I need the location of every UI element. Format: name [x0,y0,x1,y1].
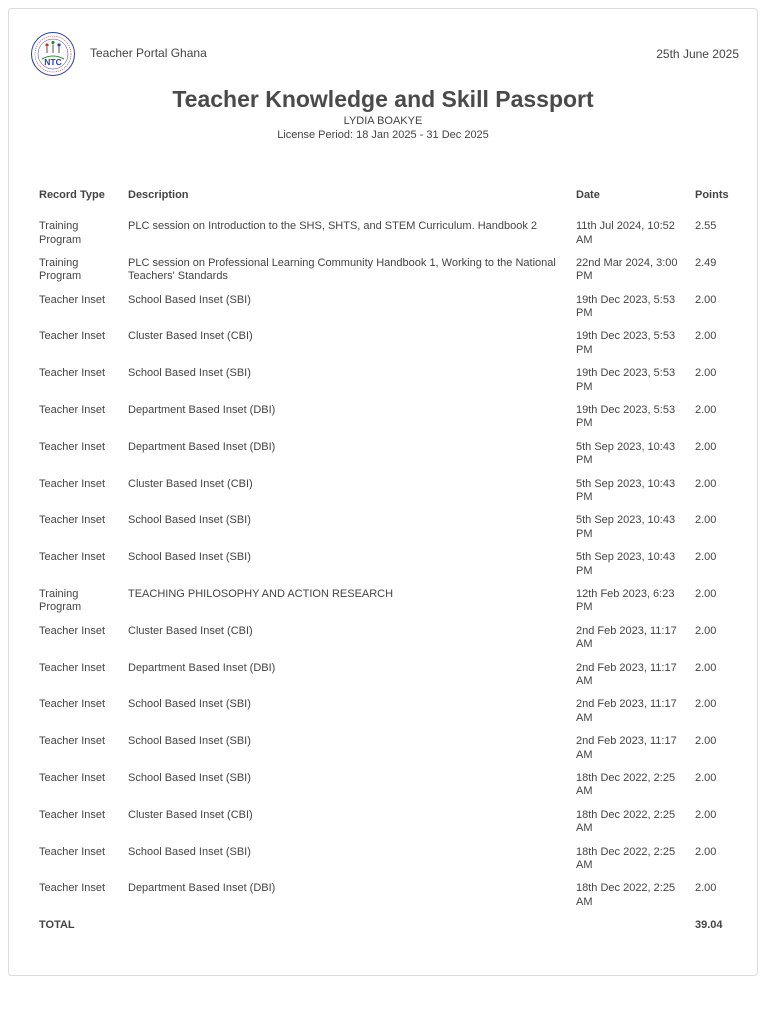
date-cell: 19th Dec 2023, 5:53 PM [576,403,676,430]
table-row [32,402,738,439]
record-type-cell: Teacher Inset [39,698,106,711]
description-cell: School Based Inset (SBI) [128,735,251,748]
record-type-cell: Teacher Inset [39,293,106,306]
points-cell: 2.00 [695,514,717,527]
date-cell: 5th Sep 2023, 10:43 PM [576,440,676,467]
date-cell: 5th Sep 2023, 10:43 PM [576,477,676,504]
description-cell: Department Based Inset (DBI) [128,661,276,674]
description-cell: School Based Inset (SBI) [128,845,251,858]
table-row [32,365,738,402]
total-spacer [121,917,569,947]
date-cell: 5th Sep 2023, 10:43 PM [576,551,676,577]
table-row [32,476,738,513]
column-header-date: Date [576,189,600,202]
date-cell: 2nd Feb 2023, 11:17 AM [576,698,677,724]
table-row [32,807,738,844]
date-cell: 2nd Feb 2023, 11:17 AM [576,661,677,688]
points-cell: 2.00 [695,330,717,343]
record-type-cell: Teacher Inset [39,845,106,858]
points-cell: 2.00 [695,477,717,490]
description-cell: Department Based Inset (DBI) [128,440,276,453]
record-type-cell: Teacher Inset [39,403,106,416]
points-cell: 2.00 [695,403,717,416]
date-cell: 11th Jul 2024, 10:52 AM [576,220,675,246]
points-cell: 2.00 [695,845,717,858]
column-header-description: Description [128,189,189,202]
date-cell: 5th Sep 2023, 10:43 PM [576,514,676,540]
description-cell: School Based Inset (SBI) [128,514,251,527]
points-cell: 2.00 [695,661,717,674]
table-row [32,292,738,329]
ntc-logo [30,31,76,77]
table-row [32,660,738,697]
points-cell: 2.00 [695,293,717,306]
points-cell: 2.00 [695,551,717,564]
table-row [32,439,738,476]
description-cell: School Based Inset (SBI) [128,771,251,784]
points-cell: 2.00 [695,587,717,600]
points-cell: 2.00 [695,882,717,895]
table-body [32,218,738,947]
record-type-cell: Teacher Inset [39,514,106,527]
license-period: License Period: 18 Jan 2025 - 31 Dec 2025 [277,129,489,141]
description-cell: School Based Inset (SBI) [128,367,251,380]
points-cell: 2.00 [695,771,717,784]
record-type-cell: Teacher Inset [39,808,106,821]
description-cell: Cluster Based Inset (CBI) [128,477,253,490]
points-cell: 2.00 [695,735,717,748]
record-type-cell: Training Program [39,256,82,283]
description-cell: Department Based Inset (DBI) [128,403,276,416]
description-cell: PLC session on Professional Learning Community Handbook 1, Working to the National Teachers' Standards [128,256,556,283]
record-type-cell: Training Program [39,220,82,246]
record-type-cell: Teacher Inset [39,882,106,895]
description-cell: School Based Inset (SBI) [128,698,251,711]
logo-text: NTC [44,57,62,67]
print-date: 25th June 2025 [656,47,739,61]
table-row [32,255,738,292]
description-cell: Department Based Inset (DBI) [128,882,276,895]
table-row [32,733,738,770]
portal-name: Teacher Portal Ghana [90,46,207,60]
date-cell: 18th Dec 2022, 2:25 AM [576,808,676,835]
description-cell: PLC session on Introduction to the SHS, SHTS, and STEM Curriculum. Handbook 2 [128,220,538,232]
table-row [32,549,738,586]
teacher-name: LYDIA BOAKYE [343,115,423,127]
date-cell: 18th Dec 2022, 2:25 AM [576,845,676,872]
passport-document [8,8,758,976]
record-type-cell: Teacher Inset [39,330,106,343]
record-type-cell: Teacher Inset [39,477,106,490]
date-cell: 18th Dec 2022, 2:25 AM [576,771,676,798]
table-header-row [32,174,738,218]
table-row [32,218,738,255]
table-row [32,770,738,807]
document-title: Teacher Knowledge and Skill Passport [172,86,594,112]
record-type-cell: Teacher Inset [39,771,106,784]
points-cell: 2.55 [695,220,717,232]
table-row [32,696,738,733]
document-heading [9,85,757,142]
table-row [32,844,738,881]
table-row [32,512,738,549]
date-cell: 19th Dec 2023, 5:53 PM [576,293,676,320]
table-row [32,880,738,917]
points-cell: 2.00 [695,440,717,453]
record-type-cell: Teacher Inset [39,624,106,637]
date-cell: 19th Dec 2023, 5:53 PM [576,367,676,393]
total-label: TOTAL [39,919,75,932]
record-type-cell: Training Program [39,587,82,614]
points-cell: 2.00 [695,808,717,821]
description-cell: School Based Inset (SBI) [128,551,251,564]
description-cell: School Based Inset (SBI) [128,293,251,306]
column-header-record-type: Record Type [39,189,105,202]
total-points: 39.04 [695,919,723,932]
date-cell: 19th Dec 2023, 5:53 PM [576,330,676,356]
date-cell: 18th Dec 2022, 2:25 AM [576,882,676,908]
record-type-cell: Teacher Inset [39,661,106,674]
date-cell: 12th Feb 2023, 6:23 PM [576,587,675,614]
table-row [32,586,738,623]
description-cell: TEACHING PHILOSOPHY AND ACTION RESEARCH [128,587,394,600]
points-cell: 2.49 [695,256,717,269]
record-type-cell: Teacher Inset [39,367,106,380]
column-header-points: Points [695,189,729,202]
total-spacer [569,917,688,947]
date-cell: 22nd Mar 2024, 3:00 PM [576,256,678,283]
points-cell: 2.00 [695,624,717,637]
description-cell: Cluster Based Inset (CBI) [128,808,253,821]
date-cell: 2nd Feb 2023, 11:17 AM [576,735,677,761]
record-type-cell: Teacher Inset [39,735,106,748]
description-cell: Cluster Based Inset (CBI) [128,624,253,637]
record-type-cell: Teacher Inset [39,551,106,564]
points-cell: 2.00 [695,367,717,380]
table-row [32,623,738,660]
date-cell: 2nd Feb 2023, 11:17 AM [576,624,677,651]
description-cell: Cluster Based Inset (CBI) [128,330,253,343]
table-row [32,328,738,365]
records-table [32,174,738,947]
points-cell: 2.00 [695,698,717,711]
total-row [32,917,738,947]
record-type-cell: Teacher Inset [39,440,106,453]
